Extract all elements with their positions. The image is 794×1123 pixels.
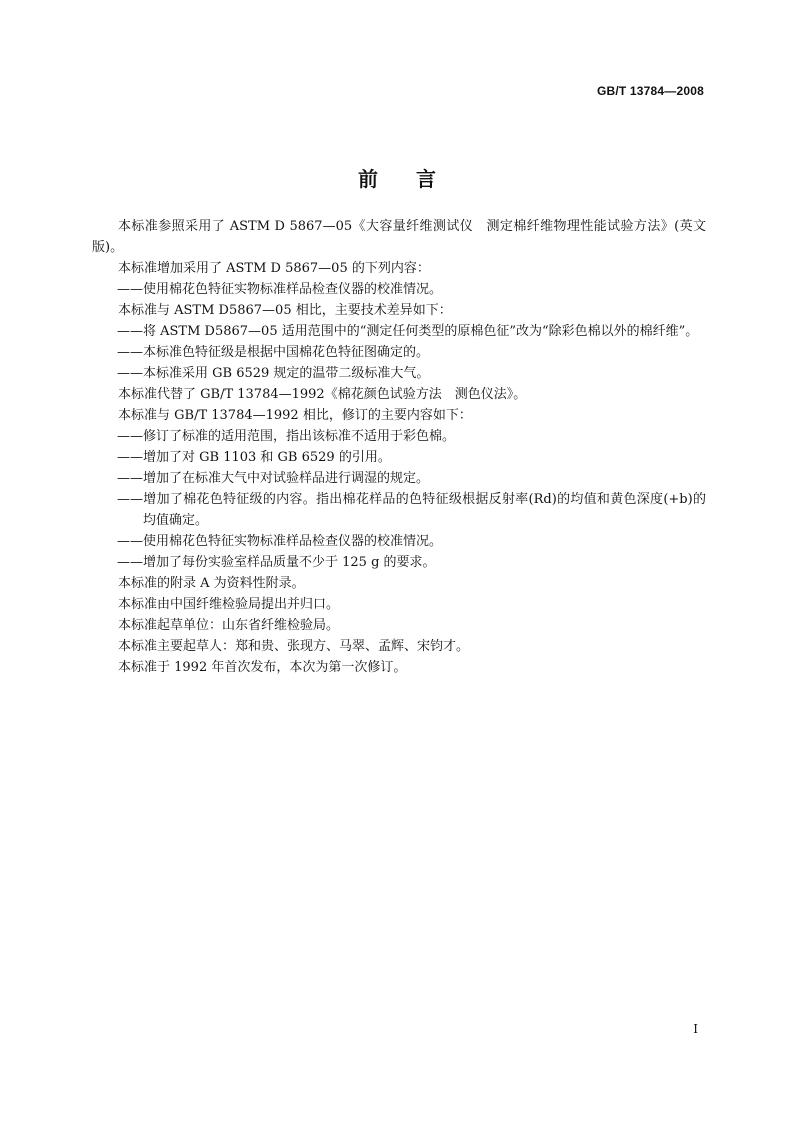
paragraph: 本标准起草单位：山东省纤维检验局。 [118, 618, 340, 633]
list-item: ——增加了在标准大气中对试验样品进行调湿的规定。 [117, 471, 430, 486]
list-item: ——本标准色特征级是根据中国棉花色特征图确定的。 [117, 345, 430, 360]
paragraph: 本标准与 ASTM D5867—05 相比，主要技术差异如下： [118, 303, 452, 318]
paragraph: 本标准代替了 GB/T 13784—1992《棉花颜色试验方法 测色仪法》。 [118, 387, 527, 402]
paragraph: 本标准于 1992 年首次发布，本次为第一次修订。 [118, 660, 407, 675]
list-item: ——将 ASTM D5867—05 适用范围中的“测定任何类型的原棉色征”改为“除彩色棉以外的棉纤维”。 [117, 324, 699, 339]
standard-code: GB/T 13784—2008 [596, 84, 704, 98]
list-item: ——增加了棉花色特征级的内容。指出棉花样品的色特征级根据反射率(Rd)的均值和黄色深度(+b)的均值确定。 [117, 492, 706, 528]
foreword-body [92, 216, 706, 678]
paragraph: 本标准与 GB/T 13784—1992 相比，修订的主要内容如下： [118, 408, 472, 423]
list-item: ——本标准采用 GB 6529 规定的温带二级标准大气。 [117, 366, 430, 381]
page-title: 前言 [358, 167, 474, 192]
paragraph: 本标准主要起草人：郑和贵、张现方、马翠、孟辉、宋钧才。 [118, 639, 470, 654]
list-item: ——增加了对 GB 1103 和 GB 6529 的引用。 [117, 450, 391, 465]
paragraph: 本标准的附录 A 为资料性附录。 [118, 576, 305, 591]
paragraph: 本标准参照采用了 ASTM D 5867—05《大容量纤维测试仪 测定棉纤维物理性能试验方法》(英文版)。 [92, 219, 706, 255]
list-item: ——修订了标准的适用范围，指出该标准不适用于彩色棉。 [117, 429, 456, 444]
list-item: ——使用棉花色特征实物标准样品检查仪器的校准情况。 [117, 534, 443, 549]
list-item: ——增加了每份实验室样品质量不少于 125 g 的要求。 [117, 555, 436, 570]
list-item: ——使用棉花色特征实物标准样品检查仪器的校准情况。 [117, 282, 443, 297]
paragraph: 本标准由中国纤维检验局提出并归口。 [118, 597, 340, 612]
paragraph: 本标准增加采用了 ASTM D 5867—05 的下列内容： [118, 261, 430, 276]
page-number: I [693, 1022, 698, 1036]
